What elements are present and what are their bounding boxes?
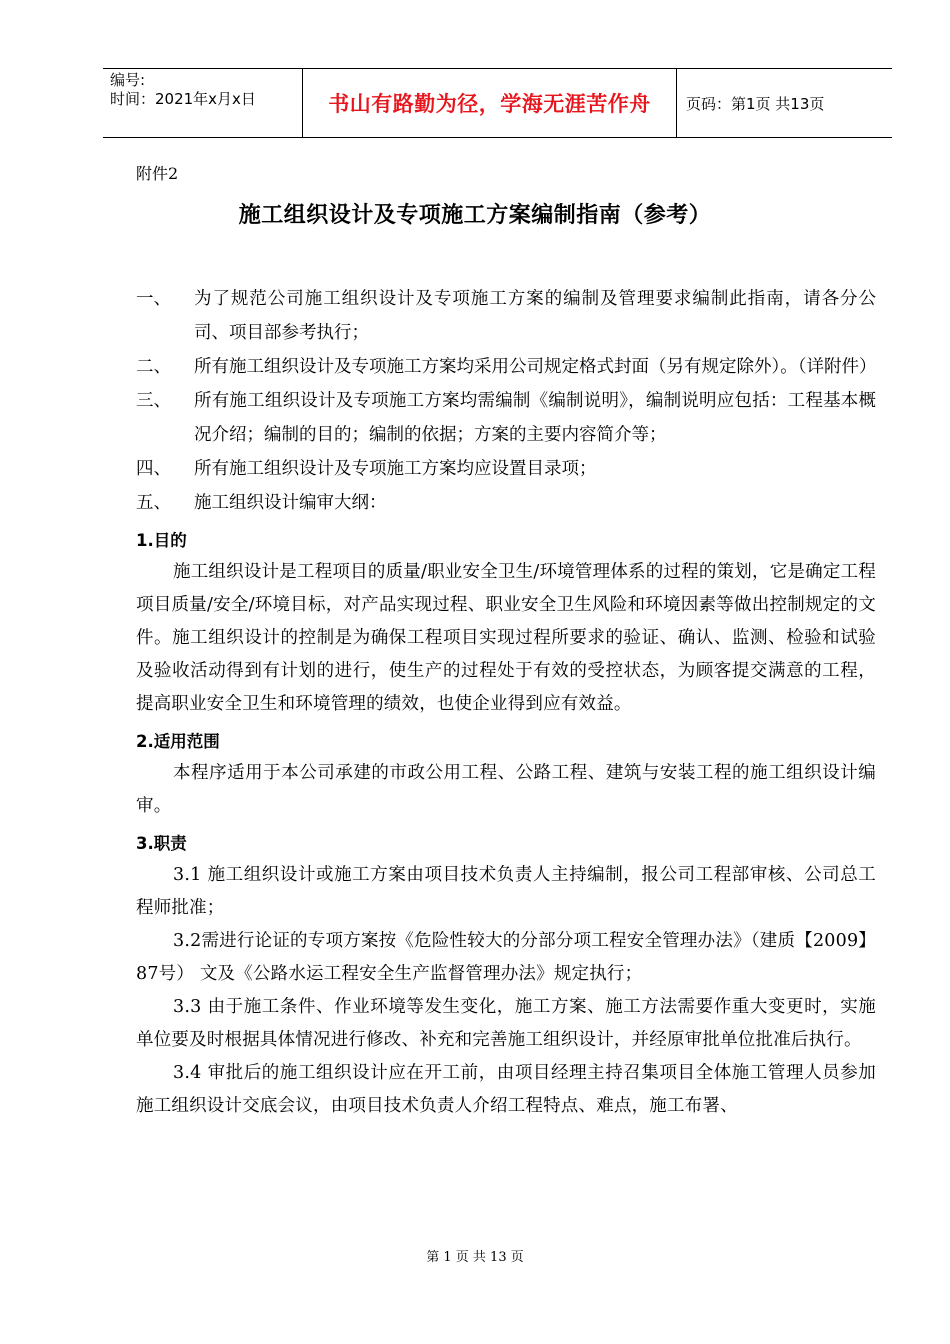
list-item-number: 二、 [136, 357, 171, 377]
page-header [103, 68, 892, 138]
header-motto: 书山有路勤为径，学海无涯苦作舟 [303, 69, 677, 137]
duty-paragraph-3-2: 3.2需进行论证的专项方案按《危险性较大的分部分项工程安全管理办法》（建质【2009】87号） 文及《公路水运工程安全生产监督管理办法》规定执行； [136, 931, 876, 984]
list-item [136, 282, 876, 350]
annex-label: 附件2 [136, 164, 179, 183]
list-item [136, 350, 876, 384]
section-heading-purpose: 1.目的 [136, 531, 187, 550]
list-item-text: 施工组织设计编审大纲： [194, 493, 387, 513]
list-item-number: 三、 [136, 391, 171, 411]
document-title: 施工组织设计及专项施工方案编制指南（参考） [238, 202, 712, 228]
list-item-text: 所有施工组织设计及专项施工方案均应设置目录项； [194, 459, 597, 479]
list-item-number: 五、 [136, 493, 171, 513]
duty-paragraph-3-3: 3.3 由于施工条件、作业环境等发生变化，施工方案、施工方法需要作重大变更时，实施单位要及时根据具体情况进行修改、补充和完善施工组织设计，并经原审批单位批准后执行。 [136, 997, 876, 1050]
list-item [136, 384, 876, 452]
section-paragraph-purpose: 施工组织设计是工程项目的质量/职业安全卫生/环境管理体系的过程的策划，它是确定工程项目质量/安全/环境目标，对产品实现过程、职业安全卫生风险和环境因素等做出控制规定的文件。施工组织设计的控制是为确保工程项目实现过程所要求的验证、确认、监测、检验和试验及验收活动得到有计划的进行，使生产的过程处于有效的受控状态，为顾客提交满意的工程，提高职业安全卫生和环境管理的绩效，也使企业得到应有效益。 [136, 562, 876, 714]
header-meta [103, 69, 303, 137]
section-heading-duties: 3.职责 [136, 834, 187, 853]
list-item-text: 所有施工组织设计及专项施工方案均采用公司规定格式封面（另有规定除外）。（详附件） [194, 357, 877, 377]
duty-paragraph-3-1: 3.1 施工组织设计或施工方案由项目技术负责人主持编制，报公司工程部审核、公司总工程师批准； [136, 865, 876, 918]
page-footer: 第 1 页 共 13 页 [426, 1250, 524, 1265]
list-item [136, 452, 876, 486]
document-number-label: 编号: [110, 71, 146, 89]
section-heading-scope: 2.适用范围 [136, 732, 220, 751]
list-item [136, 486, 876, 520]
list-item-text: 为了规范公司施工组织设计及专项施工方案的编制及管理要求编制此指南，请各分公司、项目部参考执行； [194, 289, 876, 343]
header-page-info: 页码：第1页 共13页 [686, 94, 825, 113]
section-paragraph-scope: 本程序适用于本公司承建的市政公用工程、公路工程、建筑与安装工程的施工组织设计编审。 [136, 763, 876, 816]
list-item-number: 一、 [136, 289, 171, 309]
list-item-text: 所有施工组织设计及专项施工方案均需编制《编制说明》，编制说明应包括：工程基本概况介绍；编制的目的；编制的依据；方案的主要内容简介等； [194, 391, 876, 445]
document-body [136, 282, 876, 1123]
duty-paragraph-3-4: 3.4 审批后的施工组织设计应在开工前，由项目经理主持召集项目全体施工管理人员参加施工组织设计交底会议，由项目技术负责人介绍工程特点、难点，施工布署、 [136, 1063, 876, 1116]
document-time-label: 时间：2021年x月x日 [110, 90, 256, 108]
list-item-number: 四、 [136, 459, 171, 479]
